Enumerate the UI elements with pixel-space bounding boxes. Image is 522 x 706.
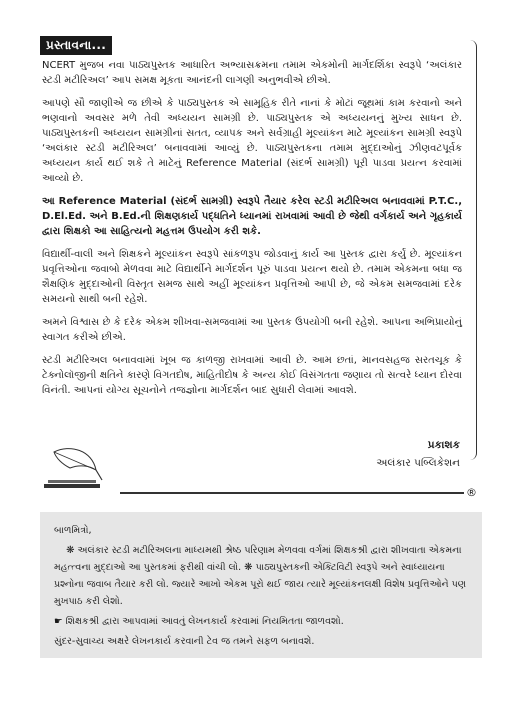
- note-item-1: [54, 542, 470, 610]
- note-line-1: અલંકાર સ્ટડી મટીરિઅલના માધ્યમથી શ્રેષ્ઠ પરિણામ મેળવવા વર્ગમાં શિક્ષકશ્રી દ્વારા શીખવાતા એકમના મહત્ત્વના મુદ્દાઓ આ પુસ્તકમાં ફરીથી વાંચી લો.: [54, 545, 462, 573]
- publisher-name: અલંકાર પબ્લિકેશન: [376, 457, 460, 469]
- note-salutation: બાળમિત્રો,: [54, 525, 92, 536]
- preface-body: [42, 58, 462, 406]
- paragraph-3: આ Reference Material (સંદર્ભ સામગ્રી) સ્વરૂપે તૈયાર કરેલ સ્ટડી મટીરિઅલ બનાવવામાં P.T.C., D.El.Ed. અને B.Ed.ની શિક્ષણકાર્ય પદ્ધતિને ધ્યાનમાં રાખવામાં આવી છે જેથી વર્ગકાર્ય અને ગૃહકાર્ય દ્વારા શિક્ષકો આ સાહિત્યનો મહત્તમ ઉપયોગ કરી શકે.: [42, 196, 462, 237]
- note-line-2: પાઠ્યપુસ્તકની એક્ટિવિટી સ્વરૂપે અને સ્વાધ્યાયના પ્રશ્નોના જવાબ તૈયાર કરી લો. જ્યારે આખો એકમ પૂરો થઈ જાય ત્યારે મૂલ્યાંકનલક્ષી વિશેષ પ્રવૃત્તિઓને પણ મુખપાઠ કરી લેશો.: [54, 562, 467, 607]
- quill-pen-icon: [40, 440, 120, 500]
- registered-mark-icon: ®: [466, 486, 477, 499]
- paragraph-4: વિદ્યાર્થી-વાલી અને શિક્ષકને મૂલ્યાંકન સ્વરૂપે સાંકળરૂપ જોડવાનું કાર્ય આ પુસ્તક દ્વારા કર્યું છે. મૂલ્યાંકન પ્રવૃત્તિઓના જવાબો મેળવવા માટે વિદ્યાર્થીને માર્ગદર્શન પૂરું પાડવા પ્રયત્ન થયો છે. તમામ એકમના બધા જ શૈક્ષણિક મુદ્દાઓની વિસ્તૃત સમજ સાથે અહીં મૂલ્યાંકન પ્રવૃત્તિઓ આપી છે, જે એકમ સમજવામાં દરેક સમયનો સાથી બની રહેશે.: [42, 249, 462, 305]
- note-line-3: શિક્ષકશ્રી દ્વારા આપવામાં આવતું લેખનકાર્ય કરવામાં નિયમિતતા જાળવશો.: [65, 616, 344, 627]
- pointing-hand-icon: ☛: [54, 616, 63, 627]
- star-bullet-icon: ❋: [244, 562, 253, 573]
- star-bullet-icon: ❋: [66, 545, 75, 556]
- decorative-rule-bottom: [120, 492, 464, 494]
- student-note-box: [40, 512, 482, 658]
- page-title: પ્રસ્તાવના...: [40, 36, 112, 55]
- paragraph-6: સ્ટડી મટીરિઅલ બનાવવામાં ખૂબ જ કાળજી રાખવામાં આવી છે. આમ છતાં, માનવસહજ સરતચૂક કે ટેક્નોલૉજીની ક્ષતિને કારણે વિગતદોષ, માહિતીદોષ કે અન્ય કોઈ વિસંગતતા જણાય તો સત્વરે ધ્યાન દોરવા વિનંતી. આપનાં યોગ્ય સૂચનોને તજજ્ઞોના માર્ગદર્શન બાદ સુધારી લેવામાં આવશે.: [42, 355, 462, 396]
- signature-block: [376, 436, 460, 472]
- note-line-4: સુંદર-સુવાચ્ય અક્ષરે લેખનકાર્ય કરવાની ટેવ જ તમને સફળ બનાવશે.: [54, 636, 315, 647]
- note-item-3: [54, 613, 470, 630]
- paragraph-5: અમને વિશ્વાસ છે કે દરેક એકમ શીખવા-સમજવામાં આ પુસ્તક ઉપયોગી બની રહેશે. આપના અભિપ્રાયોનું સ્વાગત કરીએ છીએ.: [42, 317, 462, 343]
- paragraph-1: NCERT મુજબ નવા પાઠ્યપુસ્તક આધારિત અભ્યાસક્રમના તમામ એકમોની માર્ગદર્શિકા સ્વરૂપે ‘અલંકાર સ્ટડી મટીરિઅલ’ આપ સમક્ષ મૂકતા આનંદની લાગણી અનુભવીએ છીએ.: [42, 60, 462, 86]
- decorative-frame-right: [470, 40, 477, 460]
- paragraph-2: આપણે સૌ જાણીએ જ છીએ કે પાઠ્યપુસ્તક એ સામૂહિક રીતે નાનાં કે મોટાં જૂથમાં કામ કરવાનો અને ભણવાનો અવસર મળે તેવી અધ્યયન સામગ્રી છે. પાઠ્યપુસ્તક એ અધ્યયનનું મુખ્ય સાધન છે. પાઠ્યપુસ્તકની અધ્યયન સામગ્રીનાં સતત, વ્યાપક અને સર્વગ્રાહી મૂલ્યાંકન માટે મૂલ્યાંકન સામગ્રી સ્વરૂપે ‘અલંકાર સ્ટડી મટીરિઅલ’ બનાવવામાં આવ્યું છે. પાઠ્યપુસ્તકના તમામ મુદ્દાઓનું ઝીણવટપૂર્વક અધ્યયન કાર્ય થઈ શકે તે માટેનું Reference Material (સંદર્ભ સામગ્રી) પૂરી પાડવા પ્રયત્ન કરવામાં આવ્યો છે.: [42, 98, 462, 184]
- signature-label: પ્રકાશક: [427, 439, 460, 451]
